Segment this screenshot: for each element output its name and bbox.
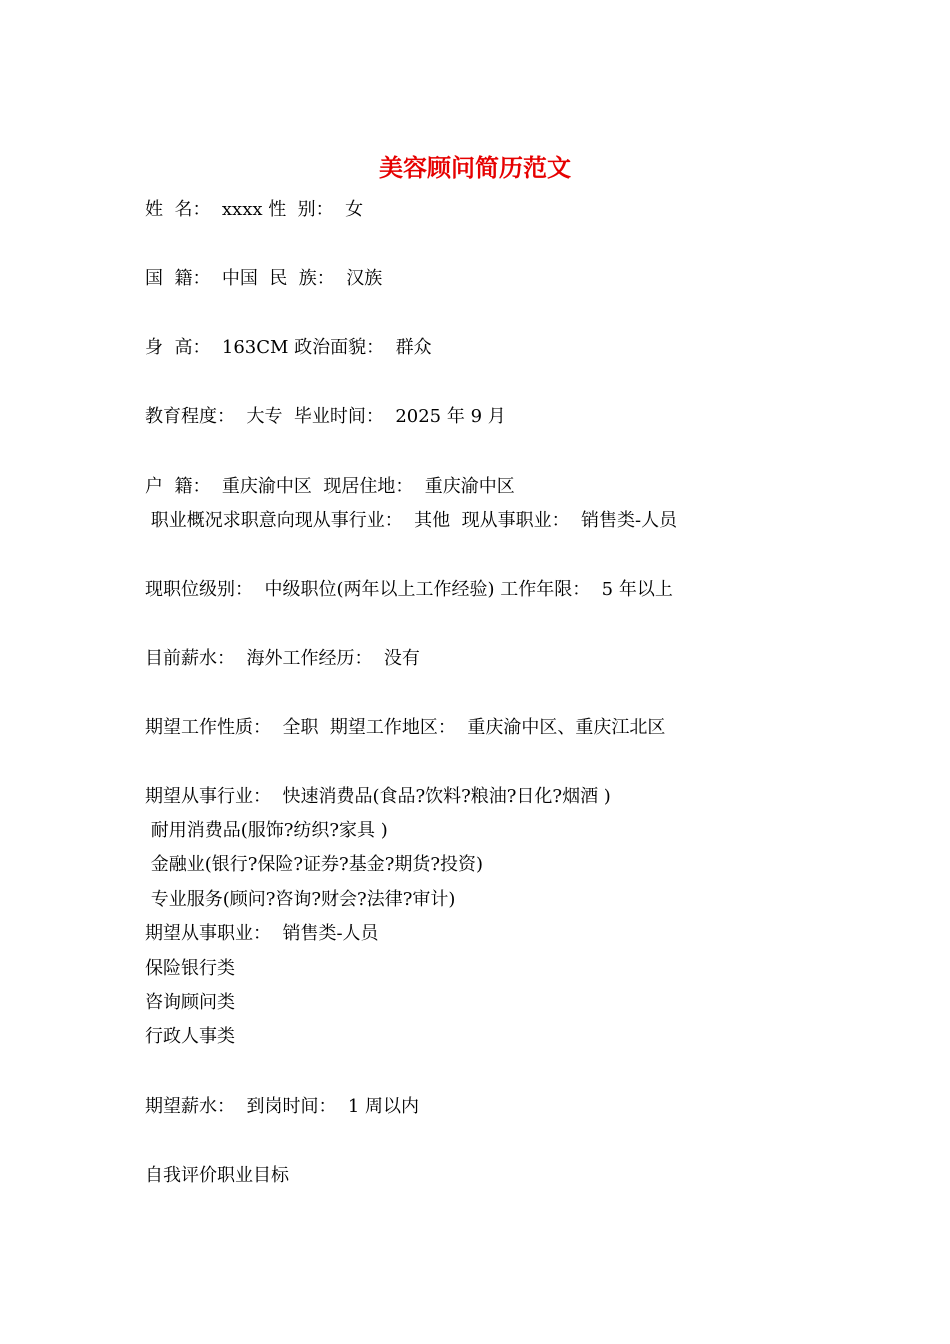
line-height-politics: 身 高： 163CM 政治面貌： 群众	[145, 337, 432, 358]
line-nationality-ethnicity: 国 籍： 中国 民 族： 汉族	[145, 268, 383, 289]
line-occupation-consulting: 咨询顾问类	[145, 992, 235, 1013]
line-industry-services: 专业服务(顾问?咨询?财会?法律?审计)	[145, 889, 456, 910]
line-occupation-insurance: 保险银行类	[145, 958, 235, 979]
line-industry-durables: 耐用消费品(服饰?纺织?家具 )	[145, 820, 388, 841]
line-name-gender: 姓 名： xxxx 性 别： 女	[145, 199, 364, 220]
line-expected-occupation: 期望从事职业： 销售类-人员	[145, 923, 379, 944]
line-career-overview: 职业概况求职意向现从事行业： 其他 现从事职业： 销售类-人员	[145, 510, 678, 531]
document-title: 美容顾问简历范文	[379, 153, 571, 182]
line-education-graduation: 教育程度： 大专 毕业时间： 2025 年 9 月	[145, 406, 506, 427]
line-hukou-residence: 户 籍： 重庆渝中区 现居住地： 重庆渝中区	[145, 476, 515, 497]
line-expected-industry: 期望从事行业： 快速消费品(食品?饮料?粮油?日化?烟酒 )	[145, 786, 611, 807]
line-occupation-admin: 行政人事类	[145, 1026, 235, 1047]
line-position-level: 现职位级别： 中级职位(两年以上工作经验) 工作年限： 5 年以上	[145, 579, 673, 600]
line-current-salary: 目前薪水： 海外工作经历： 没有	[145, 648, 420, 669]
line-expected-salary: 期望薪水： 到岗时间： 1 周以内	[145, 1096, 420, 1117]
line-expected-work-type: 期望工作性质： 全职 期望工作地区： 重庆渝中区、重庆江北区	[145, 717, 666, 738]
line-industry-finance: 金融业(银行?保险?证券?基金?期货?投资)	[145, 854, 484, 875]
line-self-evaluation: 自我评价职业目标	[145, 1165, 289, 1186]
